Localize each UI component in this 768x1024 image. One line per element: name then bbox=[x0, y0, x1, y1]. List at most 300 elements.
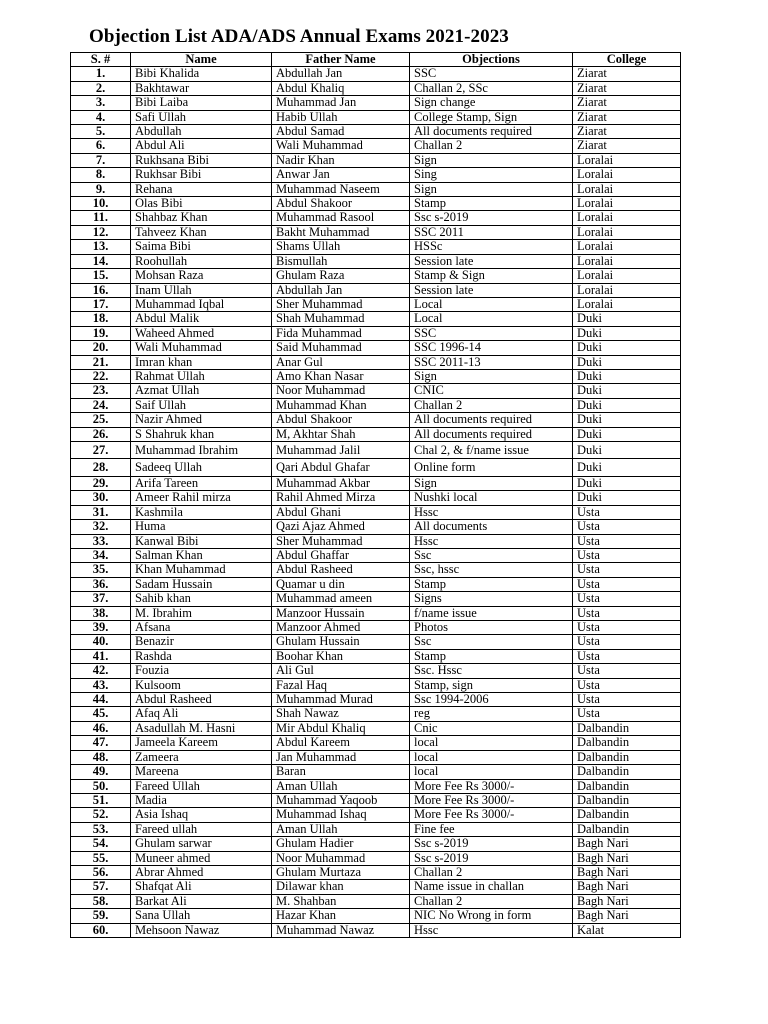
table-row bbox=[71, 808, 681, 822]
serial-cell: 17. bbox=[71, 297, 131, 311]
name-cell: Shafqat Ali bbox=[131, 880, 272, 894]
name-cell: Shahbaz Khan bbox=[131, 211, 272, 225]
college-cell: Duki bbox=[573, 427, 681, 441]
serial-cell: 3. bbox=[71, 96, 131, 110]
objection-cell: Local bbox=[410, 312, 573, 326]
serial-cell: 58. bbox=[71, 894, 131, 908]
header-objections: Objections bbox=[410, 53, 573, 67]
college-cell: Usta bbox=[573, 592, 681, 606]
objection-cell: SSC 2011-13 bbox=[410, 355, 573, 369]
father-name-cell: Abdul Ghaffar bbox=[272, 549, 410, 563]
table-row bbox=[71, 297, 681, 311]
serial-cell: 8. bbox=[71, 168, 131, 182]
father-name-cell: Muhammad Nawaz bbox=[272, 923, 410, 937]
objection-table bbox=[70, 52, 681, 938]
serial-cell: 56. bbox=[71, 865, 131, 879]
table-row bbox=[71, 398, 681, 412]
table-row bbox=[71, 326, 681, 340]
table-row bbox=[71, 427, 681, 441]
father-name-cell: Muhammad Khan bbox=[272, 398, 410, 412]
serial-cell: 25. bbox=[71, 413, 131, 427]
name-cell: Abdul Rasheed bbox=[131, 693, 272, 707]
table-row bbox=[71, 750, 681, 764]
table-row bbox=[71, 81, 681, 95]
name-cell: Muneer ahmed bbox=[131, 851, 272, 865]
objection-cell: CNIC bbox=[410, 384, 573, 398]
serial-cell: 38. bbox=[71, 606, 131, 620]
objection-cell: Cnic bbox=[410, 721, 573, 735]
serial-cell: 53. bbox=[71, 822, 131, 836]
header-serial: S. # bbox=[71, 53, 131, 67]
objection-cell: Online form bbox=[410, 459, 573, 477]
name-cell: Sana Ullah bbox=[131, 909, 272, 923]
table-row bbox=[71, 880, 681, 894]
table-row bbox=[71, 865, 681, 879]
serial-cell: 11. bbox=[71, 211, 131, 225]
college-cell: Loralai bbox=[573, 153, 681, 167]
name-cell: Bibi Laiba bbox=[131, 96, 272, 110]
serial-cell: 13. bbox=[71, 240, 131, 254]
table-row bbox=[71, 693, 681, 707]
objection-cell: Photos bbox=[410, 621, 573, 635]
table-row bbox=[71, 923, 681, 937]
college-cell: Bagh Nari bbox=[573, 894, 681, 908]
college-cell: Duki bbox=[573, 491, 681, 505]
college-cell: Bagh Nari bbox=[573, 865, 681, 879]
serial-cell: 5. bbox=[71, 125, 131, 139]
objection-cell: Challan 2, SSc bbox=[410, 81, 573, 95]
serial-cell: 20. bbox=[71, 341, 131, 355]
college-cell: Dalbandin bbox=[573, 822, 681, 836]
father-name-cell: Bakht Muhammad bbox=[272, 225, 410, 239]
serial-cell: 42. bbox=[71, 664, 131, 678]
father-name-cell: Muhammad Murad bbox=[272, 693, 410, 707]
name-cell: Safi Ullah bbox=[131, 110, 272, 124]
college-cell: Ziarat bbox=[573, 81, 681, 95]
objection-cell: Challan 2 bbox=[410, 865, 573, 879]
objection-cell: Local bbox=[410, 297, 573, 311]
college-cell: Ziarat bbox=[573, 96, 681, 110]
father-name-cell: Abdullah Jan bbox=[272, 67, 410, 81]
serial-cell: 49. bbox=[71, 765, 131, 779]
serial-cell: 9. bbox=[71, 182, 131, 196]
table-row bbox=[71, 125, 681, 139]
college-cell: Duki bbox=[573, 312, 681, 326]
objection-cell: Session late bbox=[410, 283, 573, 297]
name-cell: Tahveez Khan bbox=[131, 225, 272, 239]
college-cell: Dalbandin bbox=[573, 765, 681, 779]
name-cell: Ameer Rahil mirza bbox=[131, 491, 272, 505]
serial-cell: 29. bbox=[71, 476, 131, 490]
father-name-cell: Muhammad Jan bbox=[272, 96, 410, 110]
serial-cell: 39. bbox=[71, 621, 131, 635]
serial-cell: 15. bbox=[71, 269, 131, 283]
college-cell: Usta bbox=[573, 693, 681, 707]
father-name-cell: M. Shahban bbox=[272, 894, 410, 908]
objection-cell: Stamp, sign bbox=[410, 678, 573, 692]
objection-cell: Challan 2 bbox=[410, 894, 573, 908]
objection-cell: HSSc bbox=[410, 240, 573, 254]
father-name-cell: Shah Nawaz bbox=[272, 707, 410, 721]
serial-cell: 36. bbox=[71, 577, 131, 591]
serial-cell: 47. bbox=[71, 736, 131, 750]
serial-cell: 37. bbox=[71, 592, 131, 606]
name-cell: Salman Khan bbox=[131, 549, 272, 563]
table-row bbox=[71, 837, 681, 851]
objection-cell: Stamp bbox=[410, 197, 573, 211]
table-row bbox=[71, 240, 681, 254]
objection-cell: Chal 2, & f/name issue bbox=[410, 441, 573, 459]
table-row bbox=[71, 67, 681, 81]
college-cell: Bagh Nari bbox=[573, 880, 681, 894]
father-name-cell: Abdul Shakoor bbox=[272, 413, 410, 427]
table-row bbox=[71, 534, 681, 548]
father-name-cell: Ghulam Murtaza bbox=[272, 865, 410, 879]
table-row bbox=[71, 369, 681, 383]
serial-cell: 23. bbox=[71, 384, 131, 398]
college-cell: Loralai bbox=[573, 297, 681, 311]
name-cell: Wali Muhammad bbox=[131, 341, 272, 355]
table-row bbox=[71, 476, 681, 490]
header-row bbox=[71, 53, 681, 67]
objection-cell: Session late bbox=[410, 254, 573, 268]
name-cell: Kashmila bbox=[131, 505, 272, 519]
table-row bbox=[71, 153, 681, 167]
college-cell: Ziarat bbox=[573, 110, 681, 124]
father-name-cell: Anar Gul bbox=[272, 355, 410, 369]
table-row bbox=[71, 592, 681, 606]
college-cell: Usta bbox=[573, 664, 681, 678]
father-name-cell: Aman Ullah bbox=[272, 822, 410, 836]
table-row bbox=[71, 505, 681, 519]
name-cell: Abdul Ali bbox=[131, 139, 272, 153]
college-cell: Duki bbox=[573, 398, 681, 412]
name-cell: Kanwal Bibi bbox=[131, 534, 272, 548]
college-cell: Duki bbox=[573, 369, 681, 383]
serial-cell: 40. bbox=[71, 635, 131, 649]
name-cell: Sadam Hussain bbox=[131, 577, 272, 591]
name-cell: Barkat Ali bbox=[131, 894, 272, 908]
college-cell: Usta bbox=[573, 577, 681, 591]
college-cell: Ziarat bbox=[573, 67, 681, 81]
college-cell: Usta bbox=[573, 678, 681, 692]
objection-cell: local bbox=[410, 765, 573, 779]
objection-cell: SSC bbox=[410, 326, 573, 340]
name-cell: Fareed Ullah bbox=[131, 779, 272, 793]
objection-cell: Stamp bbox=[410, 649, 573, 663]
college-cell: Loralai bbox=[573, 168, 681, 182]
serial-cell: 44. bbox=[71, 693, 131, 707]
name-cell: Benazir bbox=[131, 635, 272, 649]
table-row bbox=[71, 520, 681, 534]
father-name-cell: Qazi Ajaz Ahmed bbox=[272, 520, 410, 534]
college-cell: Duki bbox=[573, 413, 681, 427]
table-row bbox=[71, 168, 681, 182]
table-row bbox=[71, 909, 681, 923]
objection-cell: Hssc bbox=[410, 534, 573, 548]
father-name-cell: Baran bbox=[272, 765, 410, 779]
name-cell: Sahib khan bbox=[131, 592, 272, 606]
name-cell: Imran khan bbox=[131, 355, 272, 369]
objection-cell: Challan 2 bbox=[410, 139, 573, 153]
serial-cell: 26. bbox=[71, 427, 131, 441]
father-name-cell: Fazal Haq bbox=[272, 678, 410, 692]
father-name-cell: Nadir Khan bbox=[272, 153, 410, 167]
name-cell: Asia Ishaq bbox=[131, 808, 272, 822]
father-name-cell: Abdul Shakoor bbox=[272, 197, 410, 211]
name-cell: Olas Bibi bbox=[131, 197, 272, 211]
college-cell: Usta bbox=[573, 505, 681, 519]
college-cell: Usta bbox=[573, 606, 681, 620]
table-row bbox=[71, 664, 681, 678]
college-cell: Bagh Nari bbox=[573, 837, 681, 851]
name-cell: Fouzia bbox=[131, 664, 272, 678]
serial-cell: 59. bbox=[71, 909, 131, 923]
college-cell: Dalbandin bbox=[573, 779, 681, 793]
table-row bbox=[71, 894, 681, 908]
table-row bbox=[71, 621, 681, 635]
serial-cell: 18. bbox=[71, 312, 131, 326]
name-cell: Afsana bbox=[131, 621, 272, 635]
serial-cell: 14. bbox=[71, 254, 131, 268]
table-row bbox=[71, 678, 681, 692]
serial-cell: 24. bbox=[71, 398, 131, 412]
objection-cell: Name issue in challan bbox=[410, 880, 573, 894]
serial-cell: 28. bbox=[71, 459, 131, 477]
table-row bbox=[71, 182, 681, 196]
father-name-cell: Ghulam Hadier bbox=[272, 837, 410, 851]
objection-cell: local bbox=[410, 736, 573, 750]
table-row bbox=[71, 110, 681, 124]
objection-cell: local bbox=[410, 750, 573, 764]
name-cell: Ghulam sarwar bbox=[131, 837, 272, 851]
serial-cell: 33. bbox=[71, 534, 131, 548]
college-cell: Usta bbox=[573, 649, 681, 663]
table-row bbox=[71, 139, 681, 153]
college-cell: Loralai bbox=[573, 211, 681, 225]
name-cell: Madia bbox=[131, 793, 272, 807]
serial-cell: 21. bbox=[71, 355, 131, 369]
objection-cell: Hssc bbox=[410, 505, 573, 519]
college-cell: Loralai bbox=[573, 197, 681, 211]
name-cell: Azmat Ullah bbox=[131, 384, 272, 398]
name-cell: Inam Ullah bbox=[131, 283, 272, 297]
table-row bbox=[71, 283, 681, 297]
father-name-cell: Muhammad ameen bbox=[272, 592, 410, 606]
serial-cell: 52. bbox=[71, 808, 131, 822]
college-cell: Loralai bbox=[573, 182, 681, 196]
college-cell: Kalat bbox=[573, 923, 681, 937]
objection-cell: All documents bbox=[410, 520, 573, 534]
name-cell: Asadullah M. Hasni bbox=[131, 721, 272, 735]
objection-cell: Ssc, hssc bbox=[410, 563, 573, 577]
objection-cell: All documents required bbox=[410, 427, 573, 441]
name-cell: Sadeeq Ullah bbox=[131, 459, 272, 477]
college-cell: Duki bbox=[573, 459, 681, 477]
father-name-cell: Sher Muhammad bbox=[272, 534, 410, 548]
objection-cell: Challan 2 bbox=[410, 398, 573, 412]
serial-cell: 22. bbox=[71, 369, 131, 383]
objection-cell: reg bbox=[410, 707, 573, 721]
objection-cell: Ssc s-2019 bbox=[410, 211, 573, 225]
serial-cell: 27. bbox=[71, 441, 131, 459]
serial-cell: 50. bbox=[71, 779, 131, 793]
table-row bbox=[71, 549, 681, 563]
objection-cell: SSC bbox=[410, 67, 573, 81]
objection-cell: More Fee Rs 3000/- bbox=[410, 808, 573, 822]
serial-cell: 32. bbox=[71, 520, 131, 534]
father-name-cell: Bismullah bbox=[272, 254, 410, 268]
name-cell: Saif Ullah bbox=[131, 398, 272, 412]
serial-cell: 1. bbox=[71, 67, 131, 81]
father-name-cell: M, Akhtar Shah bbox=[272, 427, 410, 441]
table-row bbox=[71, 254, 681, 268]
table-body bbox=[71, 67, 681, 938]
name-cell: Zameera bbox=[131, 750, 272, 764]
college-cell: Usta bbox=[573, 534, 681, 548]
objection-cell: Stamp bbox=[410, 577, 573, 591]
father-name-cell: Quamar u din bbox=[272, 577, 410, 591]
father-name-cell: Sher Muhammad bbox=[272, 297, 410, 311]
objection-cell: Fine fee bbox=[410, 822, 573, 836]
father-name-cell: Noor Muhammad bbox=[272, 384, 410, 398]
college-cell: Duki bbox=[573, 341, 681, 355]
objection-cell: Sign bbox=[410, 153, 573, 167]
name-cell: Arifa Tareen bbox=[131, 476, 272, 490]
father-name-cell: Wali Muhammad bbox=[272, 139, 410, 153]
name-cell: Saima Bibi bbox=[131, 240, 272, 254]
objection-cell: Ssc s-2019 bbox=[410, 851, 573, 865]
father-name-cell: Muhammad Rasool bbox=[272, 211, 410, 225]
objection-cell: Ssc bbox=[410, 635, 573, 649]
college-cell: Dalbandin bbox=[573, 793, 681, 807]
table-row bbox=[71, 793, 681, 807]
father-name-cell: Abdul Khaliq bbox=[272, 81, 410, 95]
objection-cell: College Stamp, Sign bbox=[410, 110, 573, 124]
father-name-cell: Abdul Kareem bbox=[272, 736, 410, 750]
objection-cell: Sign bbox=[410, 182, 573, 196]
objection-cell: Ssc 1994-2006 bbox=[410, 693, 573, 707]
serial-cell: 19. bbox=[71, 326, 131, 340]
serial-cell: 10. bbox=[71, 197, 131, 211]
college-cell: Duki bbox=[573, 326, 681, 340]
college-cell: Dalbandin bbox=[573, 808, 681, 822]
name-cell: Kulsoom bbox=[131, 678, 272, 692]
name-cell: Mohsan Raza bbox=[131, 269, 272, 283]
name-cell: Rahmat Ullah bbox=[131, 369, 272, 383]
father-name-cell: Noor Muhammad bbox=[272, 851, 410, 865]
father-name-cell: Abdullah Jan bbox=[272, 283, 410, 297]
table-row bbox=[71, 563, 681, 577]
table-row bbox=[71, 96, 681, 110]
name-cell: Huma bbox=[131, 520, 272, 534]
name-cell: Waheed Ahmed bbox=[131, 326, 272, 340]
objection-cell: SSC 1996-14 bbox=[410, 341, 573, 355]
college-cell: Bagh Nari bbox=[573, 851, 681, 865]
college-cell: Usta bbox=[573, 707, 681, 721]
father-name-cell: Dilawar khan bbox=[272, 880, 410, 894]
college-cell: Loralai bbox=[573, 254, 681, 268]
objection-cell: Sign bbox=[410, 369, 573, 383]
father-name-cell: Aman Ullah bbox=[272, 779, 410, 793]
serial-cell: 54. bbox=[71, 837, 131, 851]
table-row bbox=[71, 779, 681, 793]
name-cell: Muhammad Ibrahim bbox=[131, 441, 272, 459]
objection-cell: Hssc bbox=[410, 923, 573, 937]
name-cell: Mehsoon Nawaz bbox=[131, 923, 272, 937]
name-cell: Abdullah bbox=[131, 125, 272, 139]
father-name-cell: Muhammad Ishaq bbox=[272, 808, 410, 822]
table-row bbox=[71, 635, 681, 649]
serial-cell: 35. bbox=[71, 563, 131, 577]
father-name-cell: Ghulam Hussain bbox=[272, 635, 410, 649]
name-cell: Rukhsar Bibi bbox=[131, 168, 272, 182]
serial-cell: 6. bbox=[71, 139, 131, 153]
name-cell: Abrar Ahmed bbox=[131, 865, 272, 879]
college-cell: Dalbandin bbox=[573, 750, 681, 764]
table-row bbox=[71, 312, 681, 326]
name-cell: Rukhsana Bibi bbox=[131, 153, 272, 167]
serial-cell: 31. bbox=[71, 505, 131, 519]
father-name-cell: Abdul Rasheed bbox=[272, 563, 410, 577]
document-title: Objection List ADA/ADS Annual Exams 2021-2023 bbox=[89, 26, 509, 47]
name-cell: Afaq Ali bbox=[131, 707, 272, 721]
college-cell: Loralai bbox=[573, 283, 681, 297]
name-cell: Mareena bbox=[131, 765, 272, 779]
objection-cell: More Fee Rs 3000/- bbox=[410, 779, 573, 793]
table-row bbox=[71, 736, 681, 750]
father-name-cell: Qari Abdul Ghafar bbox=[272, 459, 410, 477]
college-cell: Bagh Nari bbox=[573, 909, 681, 923]
name-cell: S Shahruk khan bbox=[131, 427, 272, 441]
table-row bbox=[71, 606, 681, 620]
table-row bbox=[71, 413, 681, 427]
objection-cell: Sign change bbox=[410, 96, 573, 110]
name-cell: Rashda bbox=[131, 649, 272, 663]
header-father-name: Father Name bbox=[272, 53, 410, 67]
objection-cell: f/name issue bbox=[410, 606, 573, 620]
table-row bbox=[71, 851, 681, 865]
college-cell: Loralai bbox=[573, 269, 681, 283]
college-cell: Loralai bbox=[573, 240, 681, 254]
objection-cell: All documents required bbox=[410, 413, 573, 427]
serial-cell: 7. bbox=[71, 153, 131, 167]
college-cell: Dalbandin bbox=[573, 721, 681, 735]
objection-cell: NIC No Wrong in form bbox=[410, 909, 573, 923]
serial-cell: 4. bbox=[71, 110, 131, 124]
father-name-cell: Ghulam Raza bbox=[272, 269, 410, 283]
college-cell: Loralai bbox=[573, 225, 681, 239]
father-name-cell: Abdul Ghani bbox=[272, 505, 410, 519]
serial-cell: 43. bbox=[71, 678, 131, 692]
college-cell: Ziarat bbox=[573, 139, 681, 153]
serial-cell: 60. bbox=[71, 923, 131, 937]
college-cell: Duki bbox=[573, 355, 681, 369]
serial-cell: 57. bbox=[71, 880, 131, 894]
college-cell: Ziarat bbox=[573, 125, 681, 139]
father-name-cell: Fida Muhammad bbox=[272, 326, 410, 340]
father-name-cell: Ali Gul bbox=[272, 664, 410, 678]
father-name-cell: Shah Muhammad bbox=[272, 312, 410, 326]
father-name-cell: Said Muhammad bbox=[272, 341, 410, 355]
father-name-cell: Habib Ullah bbox=[272, 110, 410, 124]
objection-cell: SSC 2011 bbox=[410, 225, 573, 239]
college-cell: Duki bbox=[573, 476, 681, 490]
serial-cell: 34. bbox=[71, 549, 131, 563]
table-row bbox=[71, 355, 681, 369]
father-name-cell: Shams Ullah bbox=[272, 240, 410, 254]
table-header bbox=[71, 53, 681, 67]
